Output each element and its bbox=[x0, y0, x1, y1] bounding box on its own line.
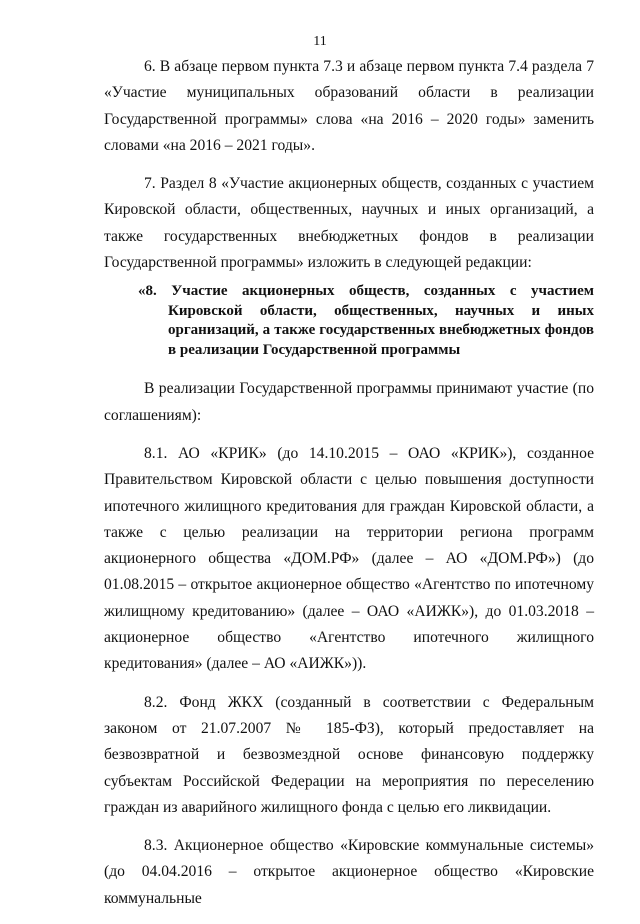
paragraph-8-3: 8.3. Акционерное общество «Кировские коммунальные системы» (до 04.04.2016 – открытое акционерное общество «Кировские коммунальные bbox=[104, 837, 594, 907]
paragraph-item-7: 7. Раздел 8 «Участие акционерных обществ, созданных с участием Кировской области, общественных, научных и иных организаций, а также государственных внебюджетных фондов в реализации Государственной программы» изложить в следующей редакции: bbox=[104, 175, 594, 272]
page-number: 11 bbox=[313, 34, 327, 49]
section-8-heading: «8. Участие акционерных обществ, созданных с участием Кировской области, общественных, научных и иных организаций, а также государственных внебюджетных фондов в реализации Государственной программы bbox=[138, 283, 594, 358]
paragraph-item-6: 6. В абзаце первом пункта 7.3 и абзаце первом пункта 7.4 раздела 7 «Участие муниципальных образований области в реализации Государственной программы» слова «на 2016 – 2020 годы» заменить словами «на 2016 – 2021 годы». bbox=[104, 58, 594, 154]
document-body bbox=[104, 54, 594, 924]
paragraph-8-2: 8.2. Фонд ЖКХ (созданный в соответствии с Федеральным законом от 21.07.2007 № 185-ФЗ), который предоставляет на безвозвратной и безвозмездной основе финансовую поддержку субъектам Российской Федерации на мероприятия по переселению граждан из аварийного жилищного фонда с целью его ликвидации. bbox=[104, 693, 594, 816]
paragraph-8-1: 8.1. АО «КРИК» (до 14.10.2015 – ОАО «КРИК»), созданное Правительством Кировской области с целью повышения доступности ипотечного жилищного кредитования для граждан Кировской области, а также с целью реализации на территории региона программ акционерного общества «ДОМ.РФ» (далее – АО «ДОМ.РФ») (до 01.08.2015 – открытое акционерное общество «Агентство по ипотечному жилищному кредитованию» (далее – ОАО «АИЖК»), до 01.03.2018 – акционерное общество «Агентство ипотечного жилищного кредитования» (далее – АО «АИЖК»)). bbox=[104, 444, 594, 673]
paragraph-participants-intro: В реализации Государственной программы принимают участие (по соглашениям): bbox=[104, 380, 594, 424]
